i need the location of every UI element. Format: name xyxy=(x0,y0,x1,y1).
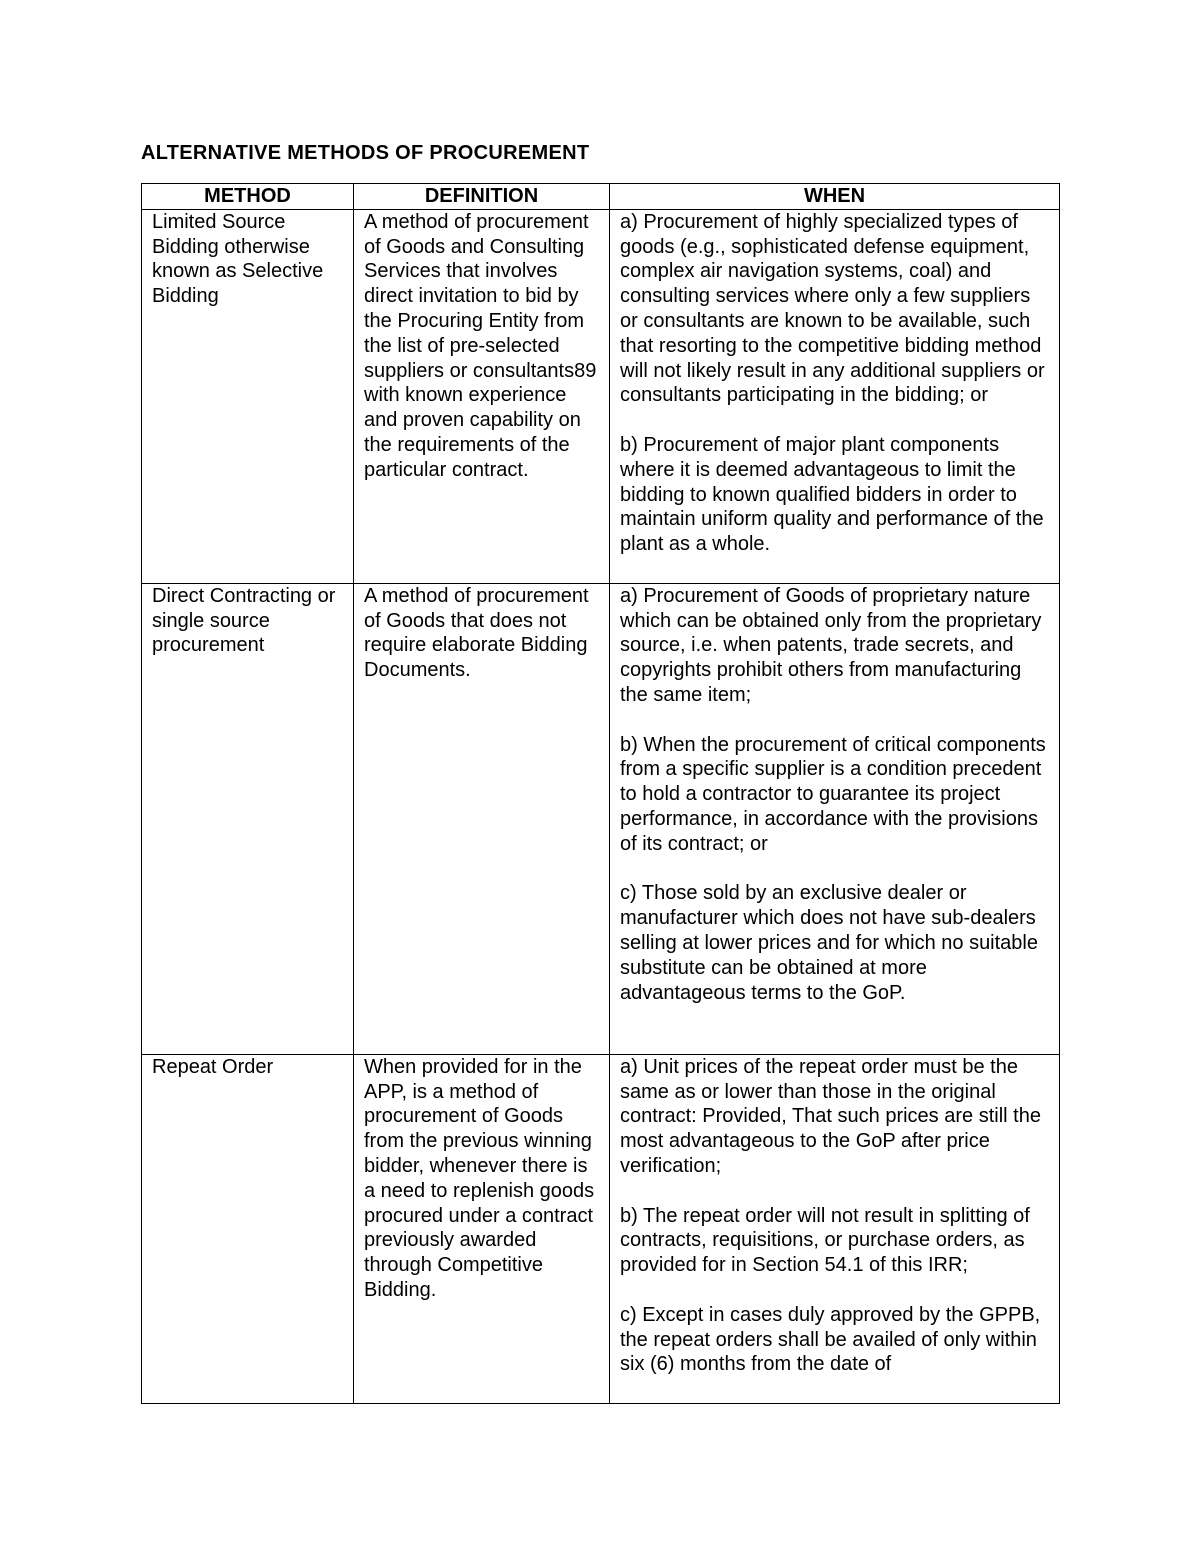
when-item: c) Except in cases duly approved by the GPPB, the repeat orders shall be availed of only within six (6) months from the date of xyxy=(620,1303,1041,1376)
table-row xyxy=(142,583,1060,1054)
when-item: a) Procurement of Goods of proprietary nature which can be obtained only from the proprietary source, i.e. when patents, trade secrets, and copyrights prohibit others from manufacturing the same item; xyxy=(620,584,1042,706)
definition-text: A method of procurement of Goods and Consulting Services that involves direct invitation to bid by the Procuring Entity from the list of pre-selected suppliers or consultants89 with known experience and proven capability on the requirements of the particular contract. xyxy=(364,210,597,481)
header-definition: DEFINITION xyxy=(354,184,610,210)
method-text: Repeat Order xyxy=(152,1055,274,1078)
header-when: WHEN xyxy=(610,184,1060,210)
definition-text: When provided for in the APP, is a method of procurement of Goods from the previous winning bidder, whenever there is a need to replenish goods procured under a contract previously awarded through Competitive Bidding. xyxy=(364,1055,595,1301)
method-cell xyxy=(142,209,354,583)
procurement-methods-table xyxy=(141,183,1060,1404)
header-method: METHOD xyxy=(142,184,354,210)
when-item: c) Those sold by an exclusive dealer or manufacturer which does not have sub-dealers selling at lower prices and for which no suitable substitute can be obtained at more advantageous terms to the GoP. xyxy=(620,882,1038,1004)
when-item: a) Unit prices of the repeat order must be the same as or lower than those in the original contract: Provided, That such prices are still the most advantageous to the GoP after price verification; xyxy=(620,1055,1041,1177)
when-cell xyxy=(610,209,1060,583)
when-cell xyxy=(610,583,1060,1054)
method-cell xyxy=(142,583,354,1054)
definition-text: A method of procurement of Goods that does not require elaborate Bidding Documents. xyxy=(364,584,589,682)
table-header-row xyxy=(142,184,1060,210)
method-cell xyxy=(142,1054,354,1403)
table-row xyxy=(142,209,1060,583)
definition-cell xyxy=(354,209,610,583)
method-text: Limited Source Bidding otherwise known as Selective Bidding xyxy=(152,210,324,308)
definition-cell xyxy=(354,1054,610,1403)
when-item: b) When the procurement of critical components from a specific supplier is a condition precedent to hold a contractor to guarantee its project performance, in accordance with the provisions of its contract; or xyxy=(620,733,1046,855)
method-text: Direct Contracting or single source procurement xyxy=(152,584,336,657)
definition-cell xyxy=(354,583,610,1054)
when-item: b) The repeat order will not result in splitting of contracts, requisitions, or purchase orders, as provided for in Section 54.1 of this IRR; xyxy=(620,1204,1030,1277)
when-cell xyxy=(610,1054,1060,1403)
when-item: b) Procurement of major plant components where it is deemed advantageous to limit the bidding to known qualified bidders in order to maintain uniform quality and performance of the plant as a whole. xyxy=(620,433,1044,556)
page-title: ALTERNATIVE METHODS OF PROCUREMENT xyxy=(141,142,590,164)
when-item: a) Procurement of highly specialized types of goods (e.g., sophisticated defense equipment, complex air navigation systems, coal) and consulting services where only a few suppliers or consultants are known to be available, such that resorting to the competitive bidding method will not likely result in any additional suppliers or consultants participating in the bidding; or xyxy=(620,210,1045,407)
table-row xyxy=(142,1054,1060,1403)
